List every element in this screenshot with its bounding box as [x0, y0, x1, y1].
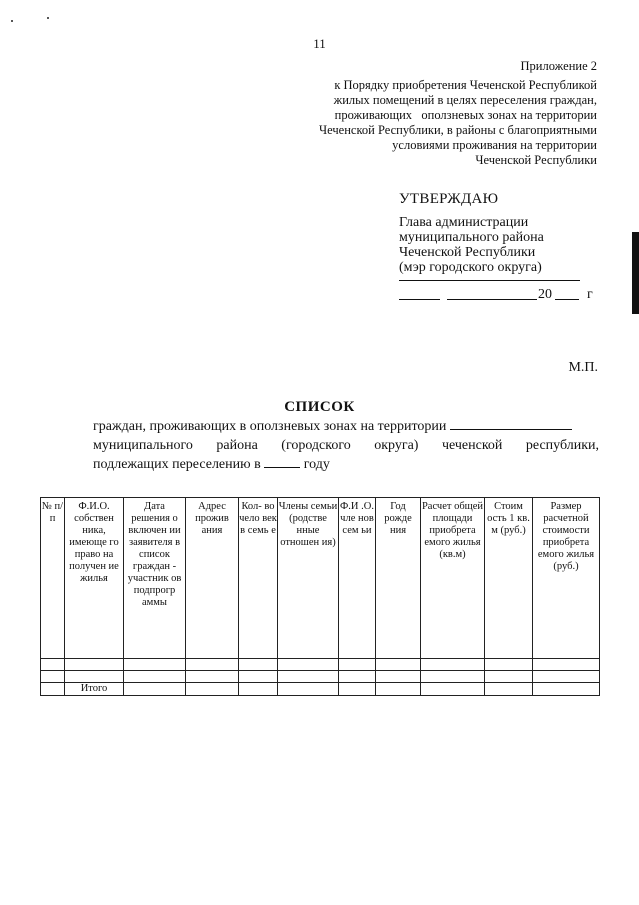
table-header-row — [41, 498, 600, 659]
territory-blank — [450, 417, 572, 430]
list-title: СПИСОК — [284, 399, 355, 415]
month-blank — [447, 299, 537, 300]
column-header: Члены семьи (родстве нные отношен ия) — [278, 498, 339, 659]
appendix-line: жилых помещений в целях переселения граждан, — [333, 93, 597, 107]
list-line-3: подлежащих переселению в году — [93, 457, 330, 472]
total-row — [41, 683, 600, 696]
stamp-place: М.П. — [568, 360, 598, 375]
approval-line: Глава администрации — [399, 215, 529, 230]
resettlement-table — [40, 497, 600, 696]
year-blank-inline — [264, 455, 300, 468]
list-description — [93, 417, 599, 474]
column-header: Стоим ость 1 кв. м (руб.) — [485, 498, 533, 659]
list-line-1: граждан, проживающих в оползневых зонах на территории — [93, 417, 599, 436]
total-label: Итого — [65, 683, 124, 696]
list-line-2: муниципального района (городского округа) чеченской республики, — [93, 438, 600, 453]
column-header: Адрес прожив ания — [186, 498, 239, 659]
column-header: Дата решения о включен ии заявителя в список граждан - участник ов подпрогр аммы — [124, 498, 186, 659]
column-header: Кол- во чело век в семь е — [239, 498, 278, 659]
table-row — [41, 659, 600, 671]
table-row — [41, 671, 600, 683]
appendix-line: проживающих оползневых зонах на территории — [334, 108, 597, 122]
approval-line: (мэр городского округа) — [399, 260, 542, 275]
approval-date-row — [399, 287, 604, 303]
scan-edge-mark — [632, 232, 639, 314]
appendix-line: к Порядку приобретения Чеченской Республикой — [334, 78, 597, 92]
page-number: 11 — [313, 36, 326, 51]
appendix-block — [267, 59, 597, 168]
column-header: Размер расчетной стоимости приобрета емого жилья (руб.) — [533, 498, 600, 659]
year-blank — [555, 299, 579, 300]
appendix-line: условиями проживания на территории — [392, 138, 597, 152]
day-blank — [399, 299, 440, 300]
approval-heading: УТВЕРЖДАЮ — [399, 191, 499, 207]
column-header: Расчет общей площади приобрета емого жилья (кв.м) — [421, 498, 485, 659]
appendix-title: Приложение 2 — [520, 59, 597, 73]
column-header: Ф.И.О. собствен ника, имеюще го право на получен ие жилья — [65, 498, 124, 659]
appendix-line: Чеченской Республики — [475, 153, 597, 167]
approval-line: Чеченской Республики — [399, 245, 536, 260]
year-prefix: 20 — [538, 287, 552, 302]
column-header: Ф.И .О. чле нов сем ьи — [339, 498, 376, 659]
column-header: Год рожде ния — [376, 498, 421, 659]
year-suffix: г — [587, 287, 593, 302]
approval-line: муниципального района — [399, 230, 544, 245]
scan-specks — [9, 14, 59, 24]
column-header: № п/ п — [41, 498, 65, 659]
signature-line — [399, 280, 580, 281]
appendix-line: Чеченской Республики, в районы с благоприятными — [319, 123, 597, 137]
approval-block — [399, 192, 599, 275]
